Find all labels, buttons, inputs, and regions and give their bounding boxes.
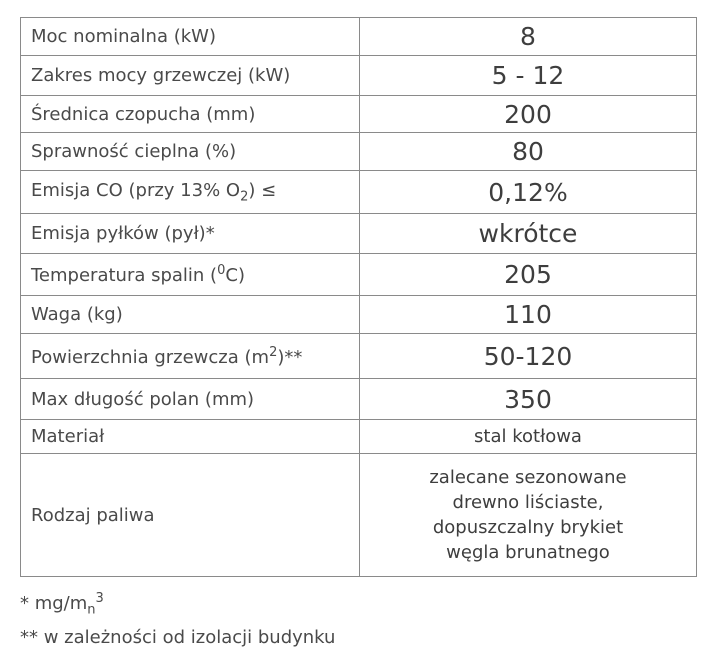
spec-value: 205 bbox=[360, 254, 697, 296]
spec-label: Waga (kg) bbox=[21, 296, 360, 334]
spec-label: Sprawność cieplna (%) bbox=[21, 133, 360, 171]
spec-value: 50-120 bbox=[360, 334, 697, 379]
spec-value bbox=[360, 454, 697, 577]
spec-label-subscript: 2 bbox=[240, 189, 249, 205]
spec-label-superscript: 0 bbox=[217, 263, 226, 278]
spec-value: 80 bbox=[360, 133, 697, 171]
table-row bbox=[21, 296, 697, 334]
table-row bbox=[21, 214, 697, 254]
table-row bbox=[21, 254, 697, 296]
table-row bbox=[21, 171, 697, 214]
spec-label bbox=[21, 171, 360, 214]
spec-value-line: drewno liściaste, bbox=[452, 492, 604, 513]
spec-label: Emisja pyłków (pył)* bbox=[21, 214, 360, 254]
spec-value: 110 bbox=[360, 296, 697, 334]
spec-value: 8 bbox=[360, 18, 697, 56]
spec-label-text: Emisja CO (przy 13% O bbox=[31, 179, 241, 201]
specs-table bbox=[20, 17, 697, 577]
footnote-units bbox=[20, 591, 104, 618]
table-row bbox=[21, 454, 697, 577]
spec-value-line: dopuszczalny brykiet bbox=[432, 517, 624, 538]
spec-label: Moc nominalna (kW) bbox=[21, 18, 360, 56]
spec-label-superscript: 2 bbox=[269, 344, 278, 360]
spec-label-text: Temperatura spalin ( bbox=[31, 265, 218, 286]
spec-label-text: Powierzchnia grzewcza (m bbox=[31, 346, 270, 368]
spec-label: Średnica czopucha (mm) bbox=[21, 96, 360, 133]
spec-value-line: zalecane sezonowane bbox=[429, 467, 627, 488]
spec-value: 200 bbox=[360, 96, 697, 133]
spec-value: wkrótce bbox=[360, 214, 697, 254]
footnote-subscript: n bbox=[87, 602, 96, 618]
spec-label: Zakres mocy grzewczej (kW) bbox=[21, 56, 360, 96]
spec-label-text: ) ≤ bbox=[248, 179, 277, 201]
spec-label bbox=[21, 254, 360, 296]
table-row bbox=[21, 18, 697, 56]
spec-label: Materiał bbox=[21, 420, 360, 454]
spec-label-text: C) bbox=[225, 265, 245, 286]
spec-value: stal kotłowa bbox=[360, 420, 697, 454]
table-row bbox=[21, 420, 697, 454]
table-row bbox=[21, 96, 697, 133]
table-row bbox=[21, 379, 697, 420]
table-row bbox=[21, 334, 697, 379]
footnote-text: * mg/m bbox=[20, 593, 88, 614]
spec-value: 350 bbox=[360, 379, 697, 420]
footnote-insulation: ** w zależności od izolacji budynku bbox=[20, 627, 336, 648]
spec-value-line: węgla brunatnego bbox=[446, 542, 610, 563]
spec-label: Max długość polan (mm) bbox=[21, 379, 360, 420]
spec-value: 0,12% bbox=[360, 171, 697, 214]
table-row bbox=[21, 56, 697, 96]
footnote-superscript: 3 bbox=[95, 591, 104, 606]
spec-label bbox=[21, 334, 360, 379]
spec-label: Rodzaj paliwa bbox=[21, 454, 360, 577]
spec-label-text: )** bbox=[277, 346, 303, 368]
spec-value: 5 - 12 bbox=[360, 56, 697, 96]
table-row bbox=[21, 133, 697, 171]
